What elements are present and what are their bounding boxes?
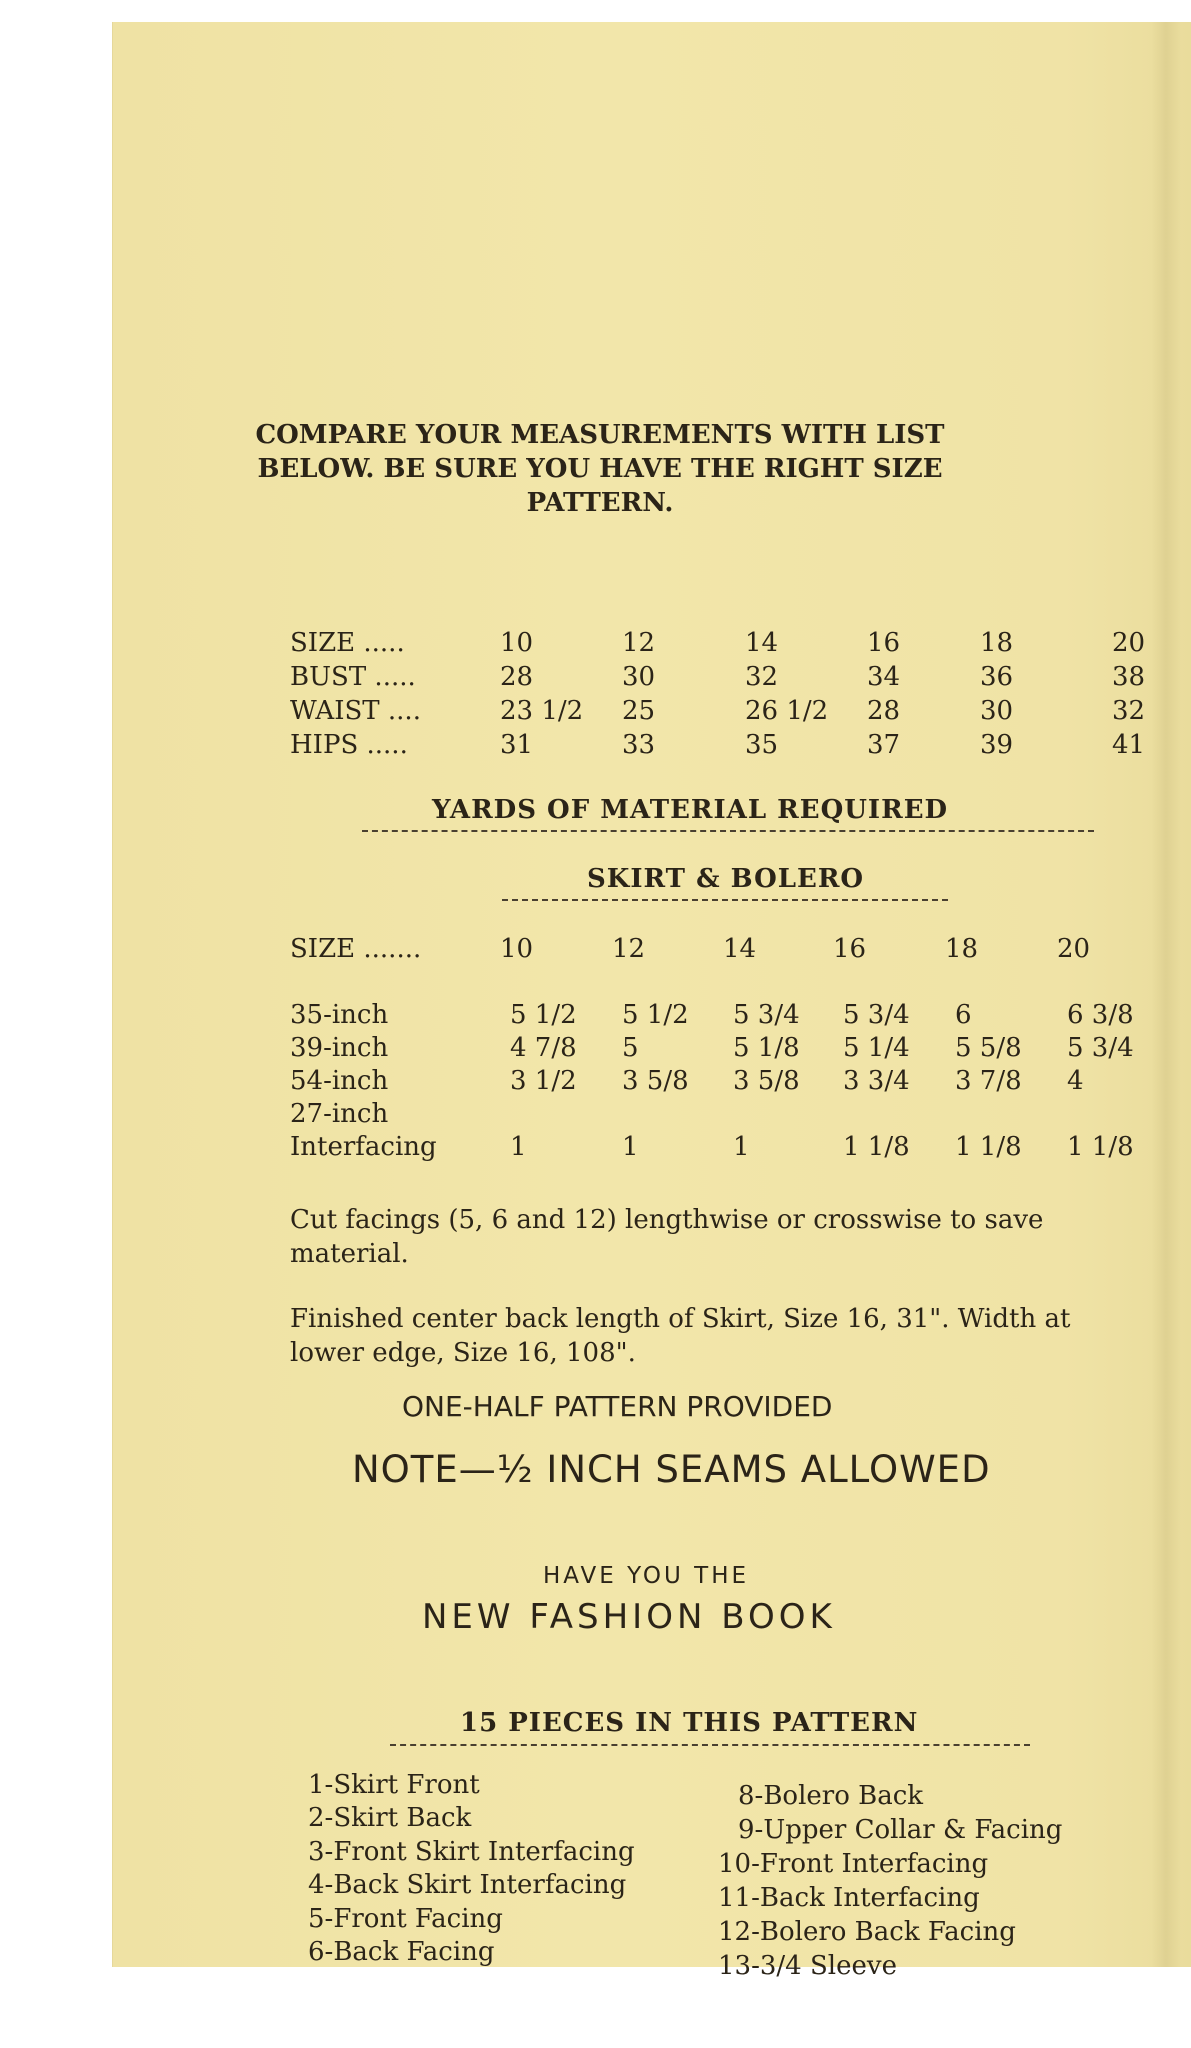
yardage-size: 12 xyxy=(612,934,646,964)
yardage-value: 5 1/4 xyxy=(843,1033,910,1063)
yardage-value: 6 3/8 xyxy=(1067,1000,1134,1030)
measurement-label: BUST ..... xyxy=(290,662,416,692)
yardage-value: 1 1/8 xyxy=(1067,1132,1134,1162)
fabric-width-label: 39-inch xyxy=(290,1033,389,1063)
yardage-size: 14 xyxy=(723,934,757,964)
yardage-size: 10 xyxy=(500,934,534,964)
measurement-value: 37 xyxy=(867,730,901,760)
pattern-piece: 8-Bolero Back xyxy=(738,1781,924,1811)
yardage-size: 18 xyxy=(945,934,979,964)
yardage-value: 3 5/8 xyxy=(733,1066,800,1096)
seams-note: NOTE—½ INCH SEAMS ALLOWED xyxy=(352,1448,991,1491)
have-you-the: HAVE YOU THE xyxy=(543,1563,750,1589)
measurement-value: 38 xyxy=(1112,662,1146,692)
measurement-value: 34 xyxy=(867,662,901,692)
pattern-piece: 13-3/4 Sleeve xyxy=(718,1951,897,1981)
measurement-value: 32 xyxy=(1112,696,1146,726)
measurement-value: 12 xyxy=(622,628,656,658)
yardage-value: 1 xyxy=(733,1132,750,1162)
yardage-value: 5 3/4 xyxy=(1067,1033,1134,1063)
pattern-piece: 2-Skirt Back xyxy=(308,1803,472,1833)
yardage-value: 1 xyxy=(510,1132,527,1162)
measurement-value: 26 1/2 xyxy=(745,696,829,726)
yardage-value: 3 5/8 xyxy=(622,1066,689,1096)
pattern-piece: 12-Bolero Back Facing xyxy=(718,1917,1016,1947)
measurement-label: HIPS ..... xyxy=(290,730,408,760)
pattern-piece: 11-Back Interfacing xyxy=(718,1883,980,1913)
measurement-value: 25 xyxy=(622,696,656,726)
measurement-value: 31 xyxy=(500,730,534,760)
paper-fold xyxy=(1151,22,1181,1967)
measurement-value: 14 xyxy=(745,628,779,658)
yardage-value: 4 7/8 xyxy=(510,1033,577,1063)
yardage-value: 5 1/2 xyxy=(622,1000,689,1030)
skirt-bolero-title: SKIRT & BOLERO xyxy=(587,864,865,894)
yardage-value: 5 xyxy=(622,1033,639,1063)
measurement-value: 41 xyxy=(1112,730,1146,760)
yardage-value: 1 xyxy=(622,1132,639,1162)
pattern-piece: 1-Skirt Front xyxy=(308,1770,480,1800)
yardage-value: 3 3/4 xyxy=(843,1066,910,1096)
measurement-value: 18 xyxy=(980,628,1014,658)
yards-title-rule xyxy=(362,830,1094,832)
measurement-value: 36 xyxy=(980,662,1014,692)
pattern-piece: 3-Front Skirt Interfacing xyxy=(308,1837,635,1867)
measurement-label: WAIST .... xyxy=(290,696,421,726)
pattern-piece: 10-Front Interfacing xyxy=(718,1849,989,1879)
yardage-size: 16 xyxy=(833,934,867,964)
pattern-piece: 5-Front Facing xyxy=(308,1904,503,1934)
yardage-value: 5 1/2 xyxy=(510,1000,577,1030)
yardage-value: 5 1/8 xyxy=(733,1033,800,1063)
pieces-title: 15 PIECES IN THIS PATTERN xyxy=(460,1708,919,1738)
measurement-value: 23 1/2 xyxy=(500,696,584,726)
measurement-label: SIZE ..... xyxy=(290,628,405,658)
skirt-bolero-rule xyxy=(502,899,948,901)
fabric-width-label: 54-inch xyxy=(290,1066,389,1096)
measurement-value: 28 xyxy=(867,696,901,726)
yardage-value: 5 3/4 xyxy=(843,1000,910,1030)
yardage-size: 20 xyxy=(1057,934,1091,964)
yardage-value: 1 1/8 xyxy=(843,1132,910,1162)
pattern-envelope xyxy=(112,22,1191,1967)
one-half-pattern: ONE-HALF PATTERN PROVIDED xyxy=(402,1390,833,1423)
yardage-value: 3 1/2 xyxy=(510,1066,577,1096)
fabric-width-label: 35-inch xyxy=(290,1000,389,1030)
yardage-value: 5 3/4 xyxy=(733,1000,800,1030)
measurement-value: 30 xyxy=(980,696,1014,726)
yardage-value: 6 xyxy=(955,1000,972,1030)
pattern-piece: 9-Upper Collar & Facing xyxy=(738,1815,1063,1845)
measurement-value: 28 xyxy=(500,662,534,692)
measurement-value: 35 xyxy=(745,730,779,760)
measurement-value: 30 xyxy=(622,662,656,692)
yardage-value: 1 1/8 xyxy=(955,1132,1022,1162)
measurement-value: 20 xyxy=(1112,628,1146,658)
yardage-value: 3 7/8 xyxy=(955,1066,1022,1096)
pattern-piece: 6-Back Facing xyxy=(308,1937,495,1967)
fabric-width-label: 27-inch xyxy=(290,1099,389,1129)
yards-title: YARDS OF MATERIAL REQUIRED xyxy=(432,795,949,825)
fashion-book: NEW FASHION BOOK xyxy=(422,1597,836,1637)
cut-facings-note: Cut facings (5, 6 and 12) lengthwise or crosswise to save material. xyxy=(290,1205,1044,1269)
pattern-piece: 4-Back Skirt Interfacing xyxy=(308,1870,627,1900)
measurement-value: 10 xyxy=(500,628,534,658)
measurement-value: 16 xyxy=(867,628,901,658)
finished-length-note: Finished center back length of Skirt, Size 16, 31". Width at lower edge, Size 16, 108". xyxy=(290,1304,1071,1368)
yardage-value: 5 5/8 xyxy=(955,1033,1022,1063)
yardage-value: 4 xyxy=(1067,1066,1084,1096)
pieces-title-rule xyxy=(390,1744,1030,1746)
measurement-value: 39 xyxy=(980,730,1014,760)
measurement-value: 32 xyxy=(745,662,779,692)
fabric-width-label: Interfacing xyxy=(290,1132,437,1162)
measurement-value: 33 xyxy=(622,730,656,760)
compare-instructions: COMPARE YOUR MEASUREMENTS WITH LIST BELOW. BE SURE YOU HAVE THE RIGHT SIZE PATTERN. xyxy=(255,420,945,518)
yardage-size-label: SIZE ....... xyxy=(290,934,422,964)
